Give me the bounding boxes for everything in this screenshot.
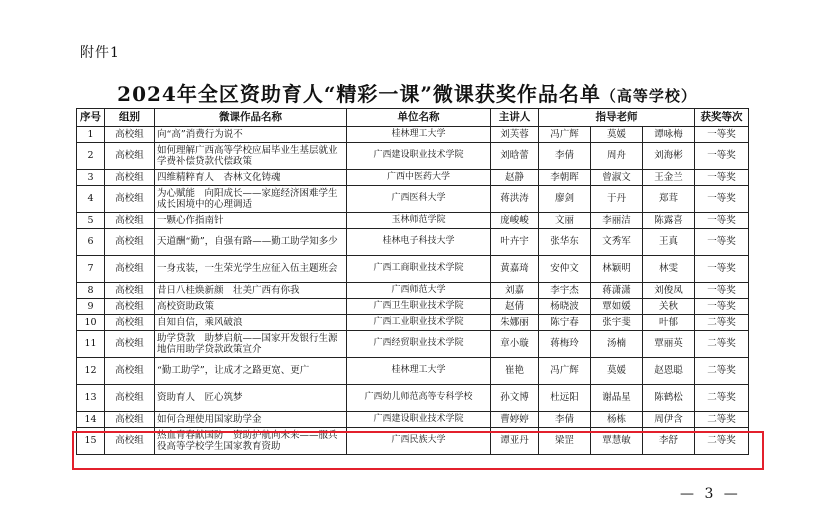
table-row: [77, 385, 749, 412]
cell-advisor-2: 曾淑文: [591, 170, 643, 186]
cell-work: 热血青春献国防 资助护航向未来——服兵役高等学校学生国家教育资助: [155, 428, 347, 455]
title-main: 2024年全区资助育人“精彩一课”微课获奖作品名单: [117, 82, 601, 106]
table-row: [77, 170, 749, 186]
cell-work: 助学贷款 助梦启航——国家开发银行生源地信用助学贷款政策宣介: [155, 331, 347, 358]
cell-lecturer: 黄嘉琦: [491, 256, 539, 283]
table-row: [77, 299, 749, 315]
cell-unit: 广西经贸职业技术学院: [347, 331, 491, 358]
cell-no: 2: [77, 143, 105, 170]
header-unit: 单位名称: [347, 109, 491, 127]
cell-award: 一等奖: [695, 213, 749, 229]
cell-unit: 广西民族大学: [347, 428, 491, 455]
cell-advisor-2: 周舟: [591, 143, 643, 170]
cell-advisor-1: 李宇杰: [539, 283, 591, 299]
cell-advisor-3: 陈露喜: [643, 213, 695, 229]
header-group: 组别: [105, 109, 155, 127]
cell-advisor-1: 李倩: [539, 143, 591, 170]
cell-advisor-3: 郑茸: [643, 186, 695, 213]
cell-advisor-3: 周伊含: [643, 412, 695, 428]
cell-unit: 广西工业职业技术学院: [347, 315, 491, 331]
cell-advisor-2: 于丹: [591, 186, 643, 213]
header-advisors: 指导老师: [539, 109, 695, 127]
cell-group: 高校组: [105, 412, 155, 428]
cell-advisor-2: 杨栋: [591, 412, 643, 428]
cell-no: 1: [77, 127, 105, 143]
cell-unit: 广西师范大学: [347, 283, 491, 299]
cell-lecturer: 曹婷婷: [491, 412, 539, 428]
cell-no: 14: [77, 412, 105, 428]
cell-lecturer: 崔艳: [491, 358, 539, 385]
cell-advisor-2: 汤楠: [591, 331, 643, 358]
cell-group: 高校组: [105, 385, 155, 412]
cell-advisor-3: 关秋: [643, 299, 695, 315]
cell-advisor-1: 李朝晖: [539, 170, 591, 186]
cell-advisor-3: 王金兰: [643, 170, 695, 186]
cell-advisor-2: 文秀军: [591, 229, 643, 256]
cell-advisor-2: 莫媛: [591, 358, 643, 385]
cell-advisor-2: 谢晶星: [591, 385, 643, 412]
cell-advisor-1: 李倩: [539, 412, 591, 428]
cell-no: 9: [77, 299, 105, 315]
award-table: [76, 108, 749, 455]
table-row: [77, 283, 749, 299]
cell-advisor-2: 覃慧敏: [591, 428, 643, 455]
cell-work: 如何理解广西高等学校应届毕业生基层就业学费补偿贷款代偿政策: [155, 143, 347, 170]
cell-advisor-2: 李丽洁: [591, 213, 643, 229]
cell-award: 二等奖: [695, 428, 749, 455]
cell-unit: 广西工商职业技术学院: [347, 256, 491, 283]
cell-work: 一颗心作指南针: [155, 213, 347, 229]
cell-award: 二等奖: [695, 315, 749, 331]
cell-award: 一等奖: [695, 186, 749, 213]
table-header-row: [77, 109, 749, 127]
cell-advisor-3: 刘海彬: [643, 143, 695, 170]
cell-no: 3: [77, 170, 105, 186]
table-row: [77, 127, 749, 143]
table-row: [77, 256, 749, 283]
cell-group: 高校组: [105, 315, 155, 331]
cell-group: 高校组: [105, 213, 155, 229]
cell-unit: 桂林理工大学: [347, 127, 491, 143]
cell-no: 13: [77, 385, 105, 412]
cell-advisor-1: 张华东: [539, 229, 591, 256]
table-row: [77, 428, 749, 455]
cell-advisor-1: 陈宁春: [539, 315, 591, 331]
cell-lecturer: 孙文博: [491, 385, 539, 412]
cell-advisor-1: 蒋梅玲: [539, 331, 591, 358]
header-work: 微课作品名称: [155, 109, 347, 127]
cell-advisor-2: 张宇斐: [591, 315, 643, 331]
cell-award: 一等奖: [695, 170, 749, 186]
cell-lecturer: 刘晗蕾: [491, 143, 539, 170]
cell-no: 10: [77, 315, 105, 331]
cell-work: 高校资助政策: [155, 299, 347, 315]
cell-group: 高校组: [105, 299, 155, 315]
cell-group: 高校组: [105, 256, 155, 283]
table-row: [77, 315, 749, 331]
cell-work: 向“高”消费行为说不: [155, 127, 347, 143]
cell-lecturer: 章小璇: [491, 331, 539, 358]
cell-advisor-1: 杜远阳: [539, 385, 591, 412]
cell-advisor-1: 安仲文: [539, 256, 591, 283]
cell-group: 高校组: [105, 331, 155, 358]
cell-advisor-1: 冯广辉: [539, 127, 591, 143]
cell-award: 一等奖: [695, 229, 749, 256]
cell-advisor-1: 梁罡: [539, 428, 591, 455]
cell-award: 一等奖: [695, 143, 749, 170]
cell-group: 高校组: [105, 143, 155, 170]
table-row: [77, 213, 749, 229]
table-row: [77, 358, 749, 385]
cell-unit: 广西卫生职业技术学院: [347, 299, 491, 315]
cell-lecturer: 刘芙蓉: [491, 127, 539, 143]
cell-award: 二等奖: [695, 358, 749, 385]
cell-advisor-3: 林雯: [643, 256, 695, 283]
cell-work: 天道酬“勤”，自强有路——勤工助学知多少: [155, 229, 347, 256]
cell-no: 6: [77, 229, 105, 256]
cell-no: 11: [77, 331, 105, 358]
title-subtitle: （高等学校）: [600, 87, 697, 105]
cell-advisor-2: 林颖明: [591, 256, 643, 283]
page-title: [0, 78, 814, 107]
cell-group: 高校组: [105, 127, 155, 143]
cell-group: 高校组: [105, 229, 155, 256]
cell-group: 高校组: [105, 170, 155, 186]
table-row: [77, 331, 749, 358]
cell-advisor-3: 谭咏梅: [643, 127, 695, 143]
cell-group: 高校组: [105, 186, 155, 213]
cell-advisor-3: 陈鹤松: [643, 385, 695, 412]
cell-work: 如何合理使用国家助学金: [155, 412, 347, 428]
cell-no: 8: [77, 283, 105, 299]
cell-award: 一等奖: [695, 256, 749, 283]
table-row: [77, 143, 749, 170]
cell-no: 7: [77, 256, 105, 283]
cell-unit: 广西幼儿师范高等专科学校: [347, 385, 491, 412]
cell-group: 高校组: [105, 283, 155, 299]
cell-unit: 桂林电子科技大学: [347, 229, 491, 256]
cell-lecturer: 叶卉宇: [491, 229, 539, 256]
cell-work: 资助育人 匠心筑梦: [155, 385, 347, 412]
cell-work: “勤工助学”，让成才之路更宽、更广: [155, 358, 347, 385]
cell-no: 5: [77, 213, 105, 229]
cell-lecturer: 赵倩: [491, 299, 539, 315]
cell-unit: 广西建设职业技术学院: [347, 412, 491, 428]
cell-advisor-3: 李舒: [643, 428, 695, 455]
header-lecturer: 主讲人: [491, 109, 539, 127]
cell-advisor-1: 文丽: [539, 213, 591, 229]
cell-award: 二等奖: [695, 385, 749, 412]
cell-advisor-1: 杨晓波: [539, 299, 591, 315]
cell-lecturer: 赵静: [491, 170, 539, 186]
cell-unit: 广西中医药大学: [347, 170, 491, 186]
cell-lecturer: 蒋洪涛: [491, 186, 539, 213]
cell-advisor-3: 赵恩聪: [643, 358, 695, 385]
cell-advisor-2: 莫媛: [591, 127, 643, 143]
cell-lecturer: 朱娜丽: [491, 315, 539, 331]
cell-unit: 广西医科大学: [347, 186, 491, 213]
cell-lecturer: 庞峻峻: [491, 213, 539, 229]
page-number: — 3 —: [680, 486, 741, 502]
cell-award: 二等奖: [695, 331, 749, 358]
table-row: [77, 229, 749, 256]
cell-unit: 桂林理工大学: [347, 358, 491, 385]
cell-work: 为心赋能 向阳成长——家庭经济困难学生成长困境中的心理调适: [155, 186, 347, 213]
cell-no: 15: [77, 428, 105, 455]
cell-no: 12: [77, 358, 105, 385]
cell-award: 一等奖: [695, 299, 749, 315]
cell-work: 四维精粹育人 杏林文化铸魂: [155, 170, 347, 186]
cell-group: 高校组: [105, 358, 155, 385]
cell-work: 昔日八桂焕新颜 壮美广西有你我: [155, 283, 347, 299]
cell-advisor-3: 王真: [643, 229, 695, 256]
cell-work: 自知自信，乘风破浪: [155, 315, 347, 331]
table-row: [77, 412, 749, 428]
cell-work: 一身戎装，一生荣光学生应征入伍主题班会: [155, 256, 347, 283]
cell-group: 高校组: [105, 428, 155, 455]
cell-advisor-2: 蒋潇潇: [591, 283, 643, 299]
table-row: [77, 186, 749, 213]
cell-no: 4: [77, 186, 105, 213]
cell-lecturer: 谭亚丹: [491, 428, 539, 455]
cell-advisor-1: 冯广辉: [539, 358, 591, 385]
cell-lecturer: 刘嘉: [491, 283, 539, 299]
cell-award: 一等奖: [695, 127, 749, 143]
cell-unit: 广西建设职业技术学院: [347, 143, 491, 170]
cell-award: 二等奖: [695, 412, 749, 428]
cell-advisor-2: 覃如媛: [591, 299, 643, 315]
header-award: 获奖等次: [695, 109, 749, 127]
attachment-label: 附件1: [80, 45, 120, 61]
cell-advisor-3: 刘俊凤: [643, 283, 695, 299]
cell-award: 一等奖: [695, 283, 749, 299]
header-no: 序号: [77, 109, 105, 127]
cell-advisor-1: 廖剑: [539, 186, 591, 213]
cell-advisor-3: 叶郁: [643, 315, 695, 331]
cell-unit: 玉林师范学院: [347, 213, 491, 229]
cell-advisor-3: 覃丽英: [643, 331, 695, 358]
